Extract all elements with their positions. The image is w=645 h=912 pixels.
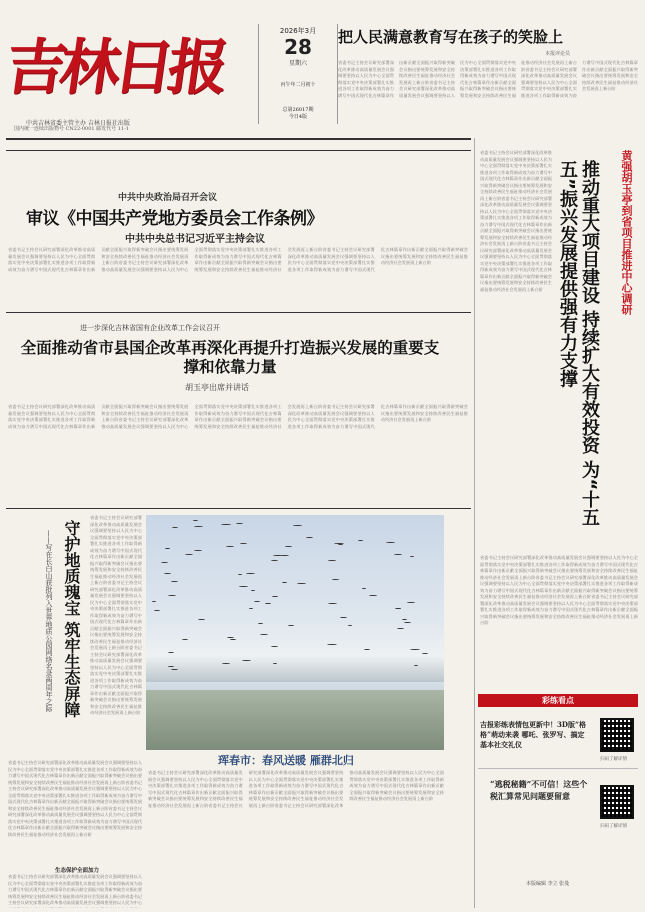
qr-caption: 扫码了解详情	[600, 757, 627, 762]
bird-icon	[410, 556, 414, 558]
bird-icon	[165, 548, 169, 550]
bird-icon	[265, 603, 270, 605]
bird-icon	[362, 588, 366, 590]
bird-icon	[154, 610, 160, 612]
bird-icon	[288, 625, 294, 627]
highlight-item-tax[interactable]: “逃税秘籍”不可信！这些个税汇算常见问题要留意	[490, 779, 588, 801]
page-editors: 本版编辑 李立 张曼	[526, 881, 570, 887]
geopark-body-end	[8, 874, 142, 908]
bird-icon	[369, 595, 378, 597]
soe-body	[8, 404, 468, 504]
bird-icon	[280, 555, 289, 557]
registration-line: 国内统一连续出版物号 CN22-0001 邮发代号 11-1	[14, 126, 129, 132]
geopark-subhead: ——写在长白山获批列入世界地质公园网络名录两周年之际	[45, 530, 53, 712]
bird-icon	[272, 596, 277, 598]
qr-code-icon[interactable]	[600, 785, 634, 819]
bird-icon	[251, 590, 255, 592]
bird-icon	[193, 520, 198, 522]
bird-icon	[198, 619, 204, 621]
right-lead-body-continued	[480, 555, 638, 685]
bird-icon	[182, 639, 189, 641]
qr-code-icon[interactable]	[600, 718, 634, 752]
soe-headline[interactable]: 全面推动省市县国企改革再深化再提升打造振兴发展的重要支撑和依靠力量	[20, 338, 440, 376]
top-story-body	[338, 60, 638, 124]
bird-icon	[404, 622, 411, 624]
newspaper-logo: 吉林日报	[1, 33, 227, 103]
bird-icon	[161, 562, 168, 564]
politburo-headline[interactable]: 审议《中国共产党地方委员会工作条例》	[26, 209, 323, 229]
bird-icon	[226, 546, 234, 548]
highlights-title: 彩练看点	[478, 694, 638, 707]
bird-icon	[402, 619, 407, 621]
bird-icon	[297, 583, 306, 585]
soe-byline: 胡玉亭出席并讲话	[185, 383, 249, 392]
bird-icon	[239, 586, 249, 588]
bird-icon	[238, 574, 242, 576]
bird-icon	[172, 527, 179, 529]
bird-icon	[358, 540, 363, 542]
bird-icon	[394, 554, 402, 556]
highlight-item-emoji[interactable]: 吉报彩练表情包更新中！3D版“格格”萌动来袭 哪吒、张罗写、搞定基本社交礼仪	[480, 720, 586, 749]
date-year-month: 2026年3月	[279, 27, 317, 35]
bird-icon	[168, 666, 175, 668]
bird-icon	[242, 660, 250, 662]
qr-caption: 扫码了解详情	[600, 824, 627, 829]
divider	[6, 508, 471, 509]
bird-icon	[171, 669, 178, 671]
bird-icon	[222, 663, 230, 665]
divider	[478, 768, 638, 769]
bird-icon	[386, 542, 395, 544]
bird-icon	[348, 625, 353, 627]
bird-icon	[221, 524, 230, 526]
page-count: 今日4版	[288, 114, 308, 120]
right-lead-body	[480, 150, 552, 550]
photo-story-body	[148, 770, 444, 908]
lunar-date: 丙午年二月初十	[280, 82, 316, 88]
bird-icon	[327, 644, 337, 646]
bird-icon	[334, 543, 344, 545]
divider	[6, 138, 471, 140]
right-lead-headline[interactable]: 推动重大项目建设 持续扩大有效投资 为“十五五”振兴发展提供强有力支撑	[557, 160, 600, 527]
politburo-subhead: 中共中央总书记习近平主持会议	[125, 234, 265, 245]
bird-icon	[246, 573, 255, 575]
bird-icon	[236, 523, 243, 525]
date-day: 28	[284, 35, 312, 59]
bird-icon	[240, 543, 247, 545]
bird-icon	[185, 554, 193, 556]
soe-kicker: 进一步深化吉林省国有企业改革工作会议召开	[80, 324, 220, 332]
bird-icon	[414, 665, 418, 667]
date-weekday: 星期六	[288, 60, 307, 67]
bird-icon	[306, 537, 313, 539]
publisher-line: 中共吉林省委主管主办 吉林日报社出版	[26, 120, 130, 127]
bird-icon	[328, 603, 336, 605]
photo-land	[146, 690, 444, 750]
bird-icon	[260, 634, 268, 636]
bird-icon	[422, 653, 429, 655]
geopark-body-bottom	[8, 760, 142, 865]
bird-icon	[364, 649, 370, 651]
bird-icon	[164, 573, 171, 575]
bird-icon	[258, 623, 263, 625]
bird-icon	[273, 663, 278, 665]
bird-icon	[152, 601, 156, 603]
migrating-geese-photo	[146, 515, 444, 750]
bird-icon	[249, 608, 253, 610]
bird-icon	[332, 579, 339, 581]
bird-icon	[397, 628, 404, 630]
geopark-headline[interactable]: 守护地质瑰宝 筑牢生态屏障	[62, 520, 81, 718]
bird-icon	[271, 646, 278, 648]
divider	[6, 312, 471, 313]
column-divider	[474, 138, 475, 908]
bird-icon	[407, 602, 416, 604]
date-box	[258, 24, 338, 124]
bird-icon	[328, 560, 336, 562]
politburo-body	[8, 247, 468, 303]
top-story-byline: 本报评论员	[545, 51, 571, 57]
divider	[6, 150, 471, 151]
bird-icon	[168, 652, 174, 654]
bird-icon	[230, 639, 235, 641]
bird-icon	[271, 560, 278, 562]
bird-icon	[194, 526, 203, 528]
bird-icon	[285, 546, 292, 548]
bird-icon	[340, 617, 346, 619]
bird-icon	[293, 525, 303, 527]
issue-number: 总第26017期	[282, 107, 314, 113]
bird-icon	[254, 601, 261, 603]
geopark-section-heading: 生态保护全面加力	[55, 868, 100, 874]
politburo-kicker: 中共中央政治局召开会议	[118, 193, 218, 203]
bird-icon	[194, 550, 202, 552]
photo-caption: 珲春市：春风送暖 雁群北归	[218, 754, 354, 767]
bird-icon	[282, 582, 287, 584]
bird-icon	[395, 608, 402, 610]
bird-icon	[168, 595, 176, 597]
bird-icon	[410, 649, 420, 651]
top-story-headline[interactable]: 把人民满意教育写在孩子的笑脸上	[338, 28, 564, 46]
bird-icon	[171, 581, 179, 583]
right-lead-kicker: 黄强胡玉亭到省项目推进中心调研	[620, 150, 633, 315]
